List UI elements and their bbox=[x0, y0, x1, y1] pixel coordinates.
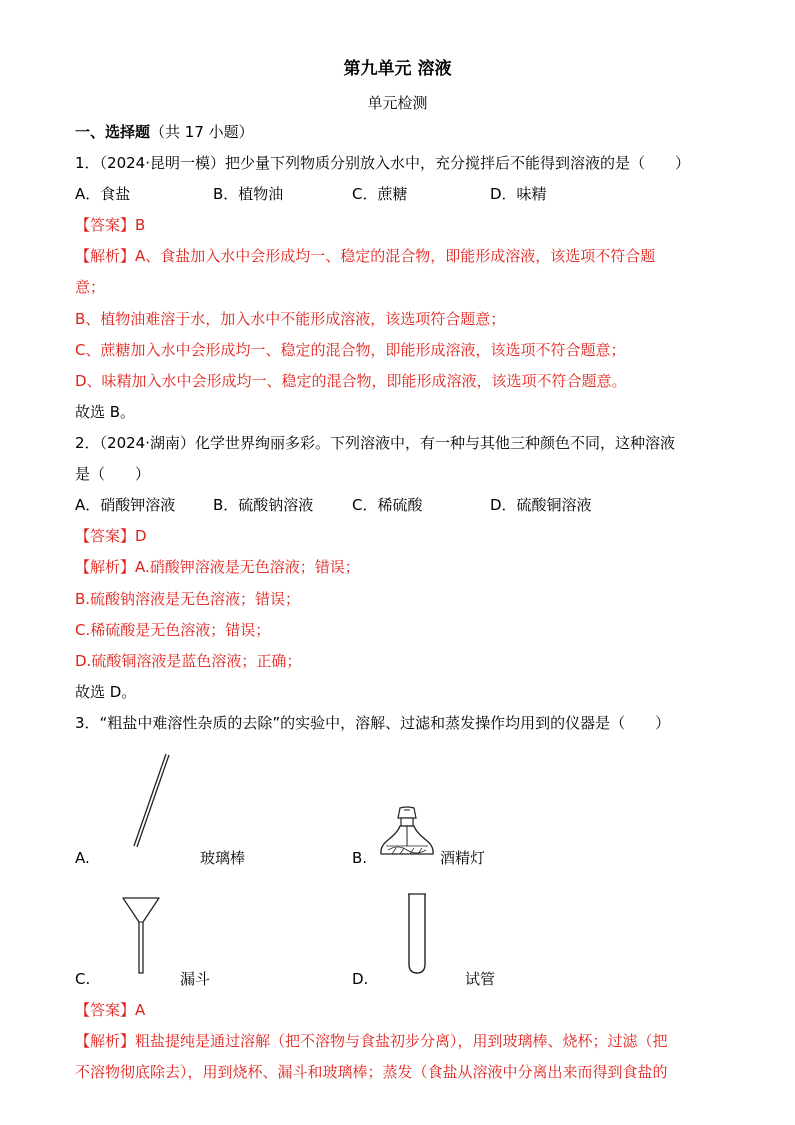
q2-analysis-line: C.稀硫酸是无色溶液；错误； bbox=[75, 621, 271, 639]
q1-analysis-line: D、味精加入水中会形成均一、稳定的混合物，即能形成溶液，该选项不符合题意。 bbox=[75, 372, 627, 390]
q1-conclusion: 故选 B。 bbox=[75, 403, 136, 421]
q2-stem-line: 2．（2024·湖南）化学世界绚丽多彩。下列溶液中，有一种与其他三种颜色不同，这种溶液 bbox=[75, 434, 675, 452]
q2-analysis-line: 【解析】A.硝酸钾溶液是无色溶液；错误； bbox=[75, 558, 360, 576]
q1-analysis-line: 【解析】A、食盐加入水中会形成均一、稳定的混合物，即能形成溶液，该选项不符合题 bbox=[75, 247, 656, 265]
q1-analysis-line: B、植物油难溶于水，加入水中不能形成溶液，该选项符合题意； bbox=[75, 310, 506, 328]
q3-answer: 【答案】A bbox=[75, 1001, 146, 1019]
section-heading-label: 一、选择题 bbox=[75, 123, 151, 141]
q3-option-d-letter: D. bbox=[352, 970, 369, 988]
q1-option-c: C．蔗糖 bbox=[352, 185, 408, 203]
q3-option-b-letter: B. bbox=[352, 849, 368, 867]
alcohol-lamp-icon bbox=[378, 806, 436, 862]
page-subtitle: 单元检测 bbox=[367, 94, 428, 112]
q3-analysis-line: 【解析】粗盐提纯是通过溶解（把不溶物与食盐初步分离），用到玻璃棒、烧杯；过滤（把 bbox=[75, 1032, 668, 1050]
q2-analysis-line: B.硫酸钠溶液是无色溶液；错误； bbox=[75, 590, 301, 608]
q3-option-c-letter: C. bbox=[75, 970, 91, 988]
q2-answer: 【答案】D bbox=[75, 527, 147, 545]
q2-option-c: C．稀硫酸 bbox=[352, 496, 423, 514]
q2-option-b: B．硫酸钠溶液 bbox=[213, 496, 314, 514]
q3-option-c-name: 漏斗 bbox=[180, 970, 211, 988]
q1-answer: 【答案】B bbox=[75, 216, 146, 234]
funnel-icon bbox=[120, 895, 162, 977]
q1-analysis-line: 意； bbox=[75, 278, 106, 296]
q1-option-a: A．食盐 bbox=[75, 185, 131, 203]
section-heading-count: （共 17 小题） bbox=[150, 123, 254, 141]
glass-rod-icon bbox=[128, 752, 170, 850]
q2-stem-line: 是（ ） bbox=[75, 465, 151, 483]
test-tube-icon bbox=[405, 892, 429, 976]
q3-option-d-name: 试管 bbox=[465, 970, 496, 988]
q1-option-d: D．味精 bbox=[490, 185, 547, 203]
q2-conclusion: 故选 D。 bbox=[75, 683, 137, 701]
q3-analysis-line: 不溶物彻底除去），用到烧杯、漏斗和玻璃棒；蒸发（食盐从溶液中分离出来而得到食盐的 bbox=[75, 1063, 668, 1081]
q1-analysis-line: C、蔗糖加入水中会形成均一、稳定的混合物，即能形成溶液，该选项不符合题意； bbox=[75, 341, 626, 359]
q1-option-b: B．植物油 bbox=[213, 185, 284, 203]
q2-option-d: D．硫酸铜溶液 bbox=[490, 496, 592, 514]
q3-option-a-name: 玻璃棒 bbox=[200, 849, 246, 867]
q3-option-b-name: 酒精灯 bbox=[440, 849, 486, 867]
q3-option-a-letter: A. bbox=[75, 849, 90, 867]
q2-option-a: A．硝酸钾溶液 bbox=[75, 496, 176, 514]
section-heading bbox=[75, 122, 254, 142]
q2-analysis-line: D.硫酸铜溶液是蓝色溶液；正确； bbox=[75, 652, 302, 670]
q3-stem: 3．“粗盐中难溶性杂质的去除”的实验中，溶解、过滤和蒸发操作均用到的仪器是（ ） bbox=[75, 714, 671, 732]
page-title: 第九单元 溶液 bbox=[343, 59, 452, 79]
q1-stem: 1．（2024·昆明一模）把少量下列物质分别放入水中，充分搅拌后不能得到溶液的是（ ） bbox=[75, 154, 690, 172]
